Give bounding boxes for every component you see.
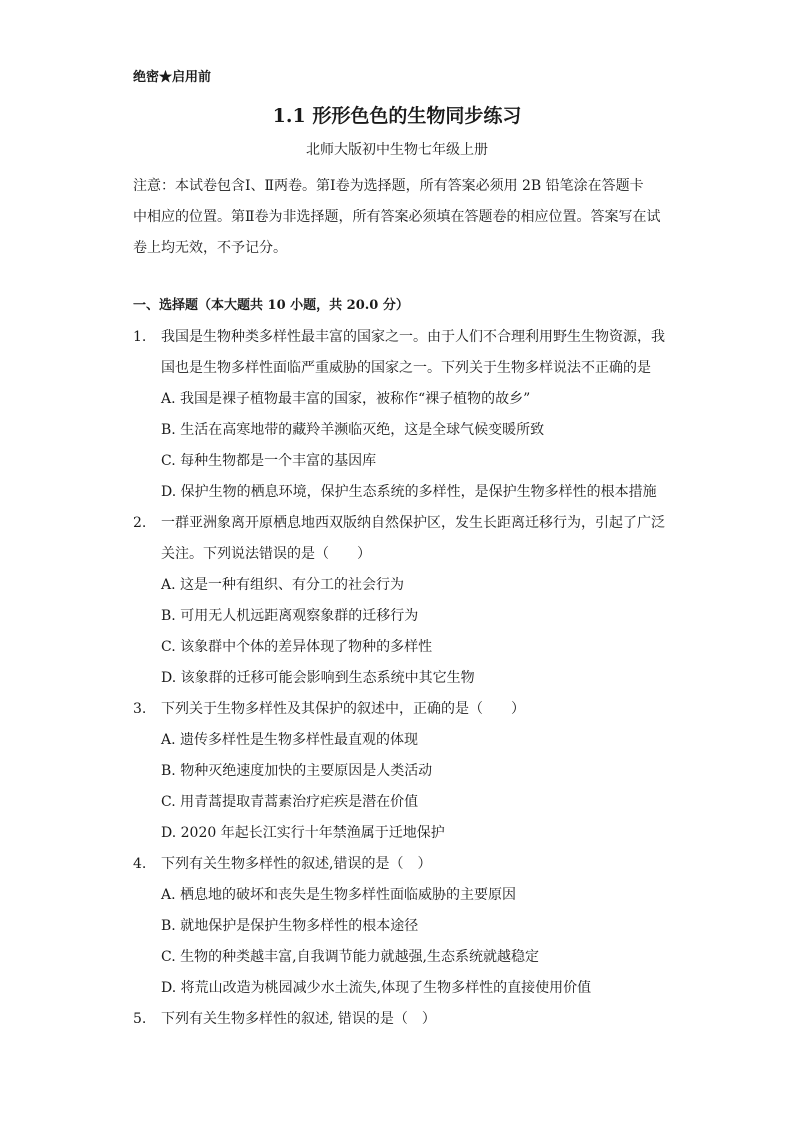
option-a: A. 这是一种有组织、有分工的社会行为: [161, 577, 405, 593]
option-a: A. 我国是裸子植物最丰富的国家，被称作“裸子植物的故乡”: [161, 391, 531, 407]
question: [133, 849, 673, 1004]
question-number: 4.: [133, 856, 147, 872]
question-text: 一群亚洲象离开原栖息地西双版纳自然保护区，发生长距离迁移行为，引起了广泛: [161, 515, 665, 531]
section-heading: 一、选择题（本大题共 10 小题，共 20.0 分）: [133, 298, 409, 313]
question-text: 下列有关生物多样性的叙述,错误的是（ ）: [161, 856, 432, 872]
question-text: 国也是生物多样性面临严重威胁的国家之一。下列关于生物多样说法不正确的是: [161, 360, 651, 376]
option-d: D. 保护生物的栖息环境，保护生态系统的多样性，是保护生物多样性的根本措施: [161, 484, 657, 500]
option-d: D. 2020 年起长江实行十年禁渔属于迁地保护: [161, 825, 445, 841]
question: [133, 322, 673, 508]
option-c: C. 生物的种类越丰富,自我调节能力就越强,生态系统就越稳定: [161, 949, 540, 965]
option-c: C. 该象群中个体的差异体现了物种的多样性: [161, 639, 433, 655]
option-c: C. 每种生物都是一个丰富的基因库: [161, 453, 377, 469]
question: [133, 694, 673, 849]
option-c: C. 用青蒿提取青蒿素治疗疟疾是潜在价值: [161, 794, 419, 810]
question: [133, 1004, 673, 1035]
option-b: B. 生活在高寒地带的藏羚羊濒临灭绝，这是全球气候变暖所致: [161, 422, 545, 438]
option-a: A. 遗传多样性是生物多样性最直观的体现: [161, 732, 419, 748]
question-text: 关注。下列说法错误的是（ ）: [161, 546, 371, 562]
option-d: D. 将荒山改造为桃园减少水土流失,体现了生物多样性的直接使用价值: [161, 980, 592, 996]
notice-line: 中相应的位置。第Ⅱ卷为非选择题，所有答案必须填在答题卷的相应位置。答案写在试: [133, 209, 661, 225]
notice-line: 注意：本试卷包含Ⅰ、Ⅱ两卷。第Ⅰ卷为选择题，所有答案必须用 2B 铅笔涂在答题卡: [133, 178, 644, 194]
option-a: A. 栖息地的破坏和丧失是生物多样性面临威胁的主要原因: [161, 887, 517, 903]
question-text: 下列有关生物多样性的叙述, 错误的是（ ）: [161, 1011, 436, 1027]
question-number: 2.: [133, 515, 147, 531]
option-b: B. 可用无人机远距离观察象群的迁移行为: [161, 608, 419, 624]
question-text: 下列关于生物多样性及其保护的叙述中，正确的是（ ）: [161, 701, 525, 717]
option-d: D. 该象群的迁移可能会影响到生态系统中其它生物: [161, 670, 475, 686]
question-number: 5.: [133, 1011, 147, 1027]
question-list: [133, 322, 673, 1035]
page-subtitle: 北师大版初中生物七年级上册: [306, 142, 488, 158]
option-b: B. 就地保护是保护生物多样性的根本途径: [161, 918, 419, 934]
question-number: 3.: [133, 701, 147, 717]
page-title: 1.1 形形色色的生物同步练习: [272, 105, 522, 127]
notice: [133, 171, 663, 264]
question: [133, 508, 673, 694]
option-b: B. 物种灭绝速度加快的主要原因是人类活动: [161, 763, 433, 779]
question-text: 我国是生物种类多样性最丰富的国家之一。由于人们不合理利用野生生物资源，我: [161, 329, 665, 345]
notice-line: 卷上均无效，不予记分。: [133, 240, 287, 256]
question-number: 1.: [133, 329, 147, 345]
secret-label: 绝密★启用前: [133, 70, 212, 85]
